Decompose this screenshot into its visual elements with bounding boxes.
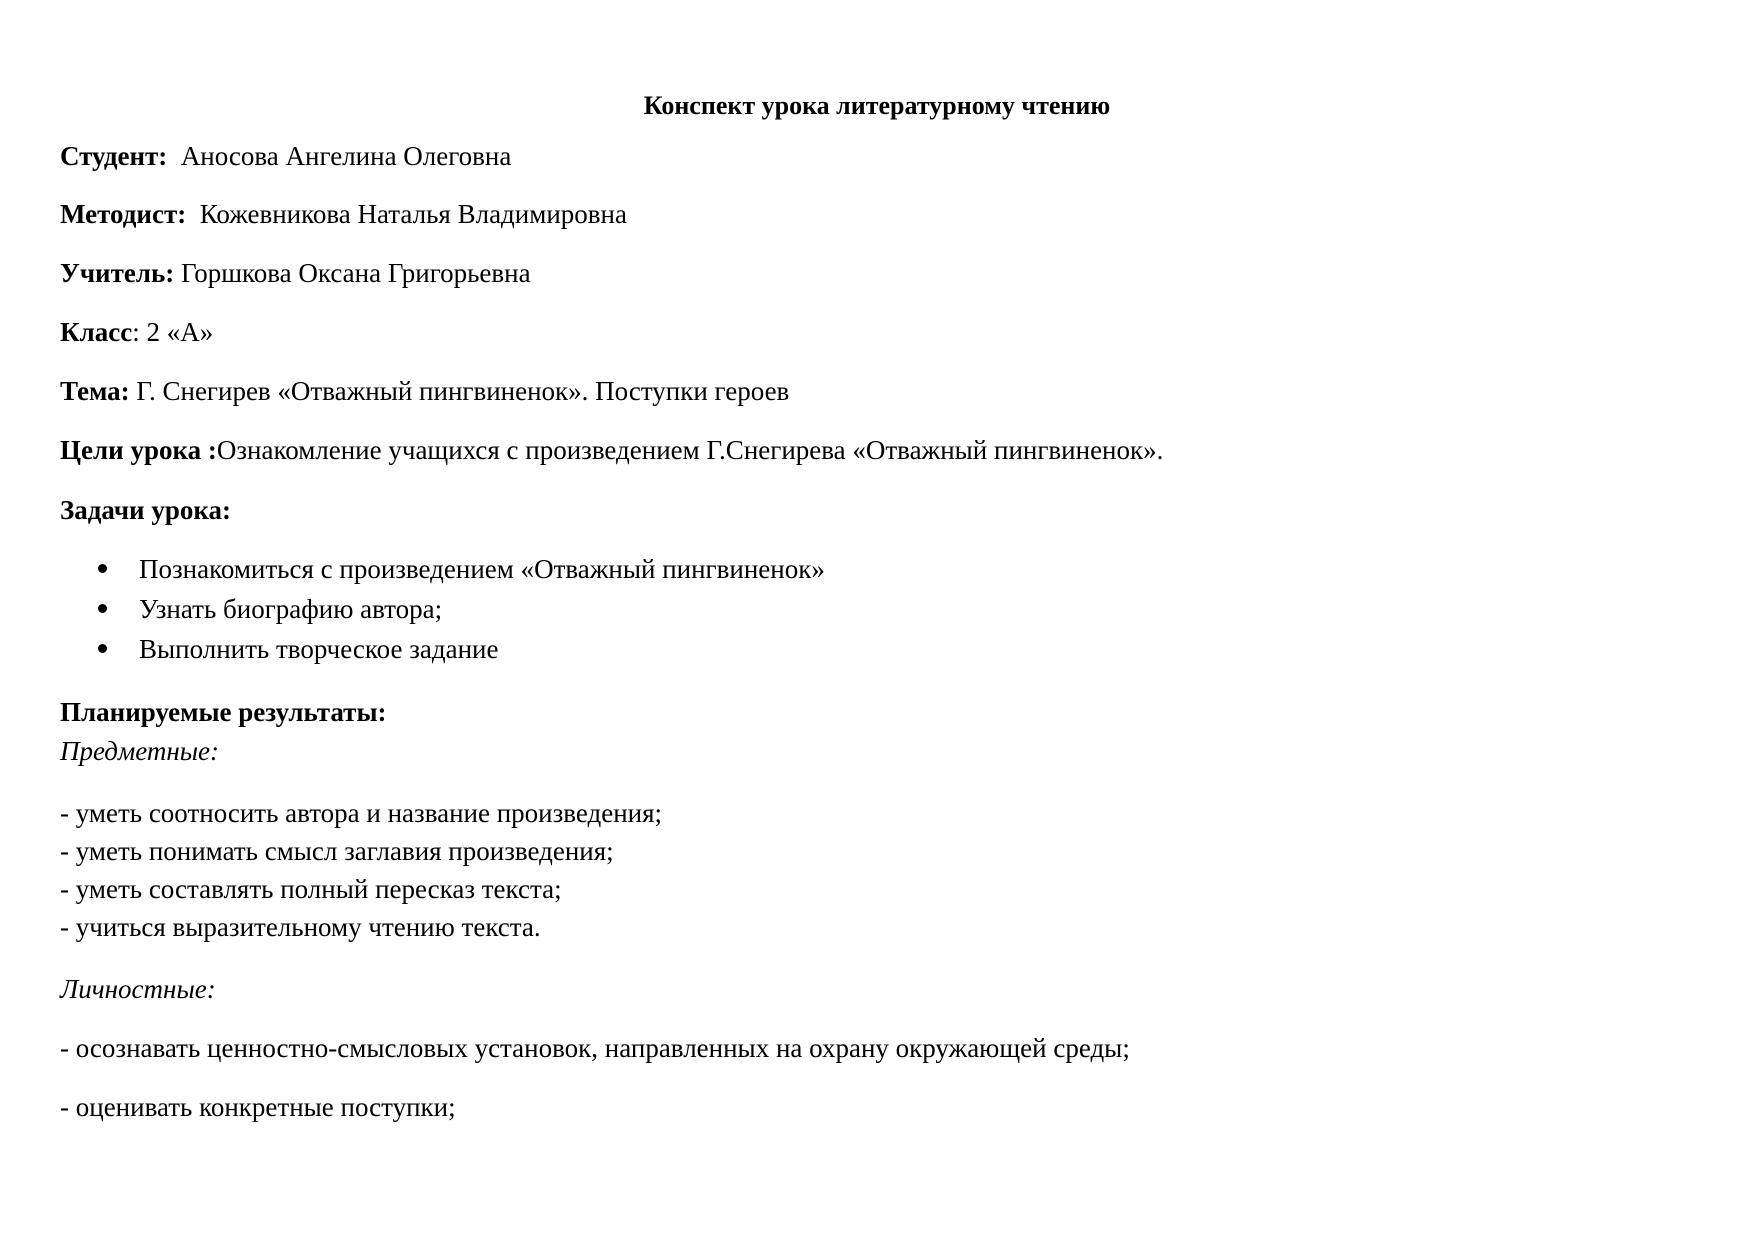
student-label: Студент: <box>60 141 168 171</box>
teacher-label: Учитель: <box>60 258 175 288</box>
methodist-line <box>60 197 627 231</box>
task-item-text: Узнать биографию автора; <box>139 594 443 624</box>
task-item-text: Познакомиться с произведением «Отважный пингвиненок» <box>139 554 825 584</box>
bullet-icon <box>98 644 107 653</box>
personal-result-item: - оценивать конкретные поступки; <box>60 1092 456 1122</box>
subject-results-label: Предметные: <box>60 736 219 766</box>
task-item <box>98 552 825 586</box>
goals-label: Цели урока : <box>60 435 217 465</box>
document-title: Конспект урока литературному чтению <box>643 91 1111 120</box>
subject-result-item: - уметь составлять полный пересказ текста; <box>60 874 562 904</box>
goals-value: Ознакомление учащихся с произведением Г.Снегирева «Отважный пингвиненок». <box>216 435 1164 465</box>
task-item <box>98 632 498 666</box>
bullet-icon <box>98 604 107 613</box>
goals-line <box>60 433 1163 467</box>
methodist-label: Методист: <box>60 199 187 229</box>
topic-line <box>60 374 789 408</box>
results-heading: Планируемые результаты: <box>60 697 387 727</box>
class-label: Класс <box>60 317 133 347</box>
task-item-text: Выполнить творческое задание <box>139 634 499 664</box>
class-line <box>60 315 213 349</box>
personal-result-item: - осознавать ценностно-смысловых установок, направленных на охрану окружающей среды; <box>60 1033 1130 1063</box>
teacher-line <box>60 256 531 290</box>
methodist-value: Кожевникова Наталья Владимировна <box>199 199 627 229</box>
topic-label: Тема: <box>60 376 130 406</box>
subject-result-item: - уметь соотносить автора и название произведения; <box>60 798 663 828</box>
class-value: : 2 «А» <box>132 317 214 347</box>
bullet-icon <box>98 564 107 573</box>
student-line <box>60 139 511 173</box>
subject-result-item: - уметь понимать смысл заглавия произведения; <box>60 836 614 866</box>
personal-results-label: Личностные: <box>60 974 216 1004</box>
topic-value: Г. Снегирев «Отважный пингвиненок». Поступки героев <box>136 376 790 406</box>
subject-result-item: - учиться выразительному чтению текста. <box>60 912 541 942</box>
teacher-value: Горшкова Оксана Григорьевна <box>181 258 531 288</box>
student-value: Аносова Ангелина Олеговна <box>180 141 512 171</box>
task-item <box>98 592 442 626</box>
tasks-heading: Задачи урока: <box>60 495 232 525</box>
